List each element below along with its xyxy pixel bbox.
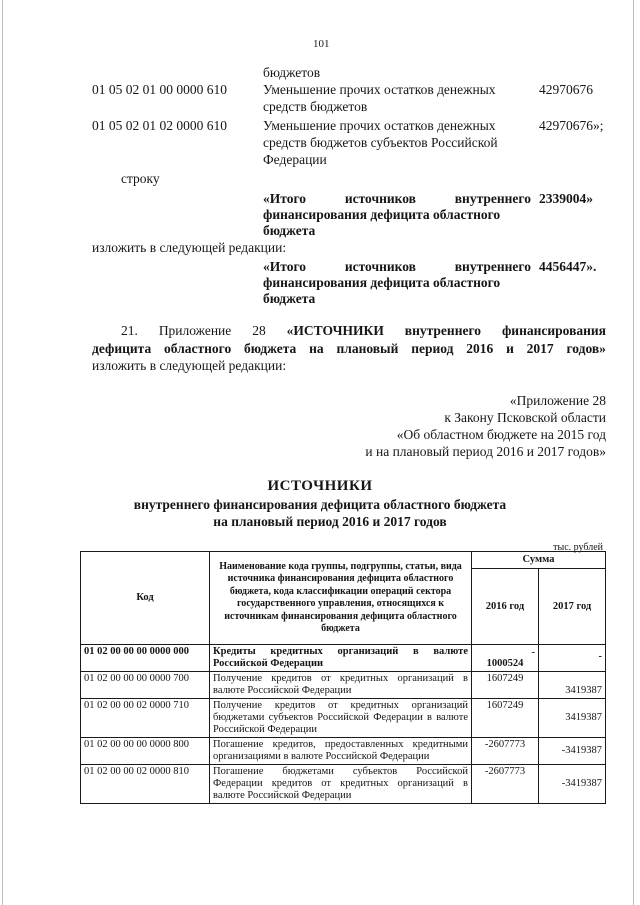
- row-3-2016: -2607773: [472, 738, 539, 765]
- row-3-name: Погашение кредитов, предоставленных кредитными организациями в валюте Российской Федерации: [210, 738, 472, 765]
- amend-2-code: 01 05 02 01 02 0000 610: [92, 118, 227, 133]
- row-0-code: 01 02 00 00 00 0000 000: [81, 645, 210, 672]
- amend-2-text-1: средств бюджетов субъектов Российской: [263, 135, 498, 150]
- amend-1-text-0: Уменьшение прочих остатков денежных: [263, 82, 496, 97]
- table-row: [81, 738, 606, 765]
- doc-title: ИСТОЧНИКИ: [267, 478, 373, 494]
- row-4-code: 01 02 00 00 02 0000 810: [81, 765, 210, 804]
- row-4-name: Погашение бюджетами субъектов Российской Федерации кредитов от кредитных организаций в валюте Российской Федерации: [210, 765, 472, 804]
- old-total-line3: бюджета: [263, 223, 316, 238]
- row-0-name: Кредиты кредитных организаций в валюте Российской Федерации: [210, 645, 472, 672]
- amend-1-amount: 42970676: [539, 82, 593, 97]
- line-row-label: строку: [121, 171, 160, 186]
- para21-w1: Приложение: [158, 323, 232, 338]
- para21-w4: внутреннего: [404, 323, 482, 338]
- appendix-line1: «Приложение 28: [509, 393, 606, 408]
- row-3-code: 01 02 00 00 00 0000 800: [81, 738, 210, 765]
- amend-1-text-1: средств бюджетов: [263, 99, 368, 114]
- para21-w2: 28: [252, 323, 266, 338]
- sources-table: [80, 551, 606, 804]
- appendix-line2: к Закону Псковской области: [444, 410, 606, 425]
- new-total-line3: бюджета: [263, 291, 316, 306]
- para21-line2: [92, 340, 606, 357]
- row-2-name: Получение кредитов от кредитных организаций бюджетами субъектов Российской Федерации в валюте Российской Федерации: [210, 699, 472, 738]
- table-row: [81, 765, 606, 804]
- para21-l2-w8: 2017: [526, 341, 554, 356]
- row-1-name: Получение кредитов от кредитных организаций в валюте Российской Федерации: [210, 672, 472, 699]
- set-out-label: изложить в следующей редакции:: [92, 240, 287, 255]
- amend-2-text-0: Уменьшение прочих остатков денежных: [263, 118, 496, 133]
- header-2016: 2016 год: [472, 569, 539, 645]
- row-2-code: 01 02 00 00 02 0000 710: [81, 699, 210, 738]
- para21-w0: 21.: [121, 323, 138, 338]
- para21-l2-w1: областного: [164, 341, 232, 356]
- doc-subtitle-1: внутреннего финансирования дефицита областного бюджета: [133, 497, 507, 512]
- old-total-amount: 2339004»: [539, 191, 593, 206]
- new-total-word-2: внутреннего: [454, 259, 531, 274]
- table-unit-label: тыс. рублей: [553, 542, 603, 553]
- para21-l2-w5: период: [411, 341, 454, 356]
- old-total-word-0: «Итого: [263, 191, 306, 206]
- table-row: [81, 672, 606, 699]
- amend-1-code: 01 05 02 01 00 0000 610: [92, 82, 227, 97]
- row-2-2017: 3419387: [539, 699, 606, 738]
- header-code: Код: [81, 552, 210, 645]
- left-scan-edge: [2, 0, 3, 905]
- new-total-line1: [263, 258, 531, 275]
- appendix-line3: «Об областном бюджете на 2015 год: [396, 427, 606, 442]
- para21-l2-w9: годов»: [566, 341, 606, 356]
- para21-w3: «ИСТОЧНИКИ: [286, 323, 384, 338]
- para21-l2-w2: бюджета: [244, 341, 297, 356]
- appendix-line4: и на плановый период 2016 и 2017 годов»: [365, 444, 606, 459]
- old-total-word-2: внутреннего: [454, 191, 531, 206]
- row-4-2017: -3419387: [539, 765, 606, 804]
- row-0-2017: -: [539, 645, 606, 672]
- para21-l2-w7: и: [506, 341, 514, 356]
- amend-0-text-0: бюджетов: [263, 65, 321, 80]
- row-3-2017: -3419387: [539, 738, 606, 765]
- header-sum: Сумма: [472, 552, 606, 569]
- row-1-2017: 3419387: [539, 672, 606, 699]
- row-0-2016-dash-mark: -: [531, 647, 535, 658]
- row-1-code: 01 02 00 00 00 0000 700: [81, 672, 210, 699]
- row-0-2016-value: 1000524: [486, 658, 524, 669]
- old-total-word-1: источников: [344, 191, 416, 206]
- table-row: [81, 645, 606, 672]
- header-2017: 2017 год: [539, 569, 606, 645]
- para21-l2-w3: на: [309, 341, 324, 356]
- new-total-word-0: «Итого: [263, 259, 306, 274]
- right-scan-edge: [633, 0, 634, 905]
- page-number: 101: [313, 38, 330, 50]
- para21-w5: финансирования: [501, 323, 606, 338]
- amend-2-amount: 42970676»;: [539, 118, 604, 133]
- para21-line3: изложить в следующей редакции:: [92, 358, 287, 373]
- para21-l2-w4: плановый: [336, 341, 399, 356]
- amend-2-text-2: Федерации: [263, 152, 327, 167]
- new-total-line2: финансирования дефицита областного: [263, 275, 501, 290]
- row-0-2016: [472, 645, 539, 672]
- old-total-line1: [263, 190, 531, 207]
- new-total-amount: 4456447».: [539, 259, 597, 274]
- row-1-2016: 1607249: [472, 672, 539, 699]
- doc-subtitle-2: на плановый период 2016 и 2017 годов: [213, 514, 447, 529]
- old-total-line2: финансирования дефицита областного: [263, 207, 501, 222]
- row-4-2016: -2607773: [472, 765, 539, 804]
- header-name: Наименование кода группы, подгруппы, статьи, вида источника финансирования дефицита областного бюджета, кода классификации операций сектора государственного управления, относящихся к источникам финансирования дефицита областного бюджета: [210, 552, 472, 645]
- new-total-word-1: источников: [344, 259, 416, 274]
- para21-l2-w0: дефицита: [92, 341, 152, 356]
- para21-line1: [121, 322, 606, 339]
- para21-l2-w6: 2016: [466, 341, 494, 356]
- table-row: [81, 699, 606, 738]
- row-2-2016: 1607249: [472, 699, 539, 738]
